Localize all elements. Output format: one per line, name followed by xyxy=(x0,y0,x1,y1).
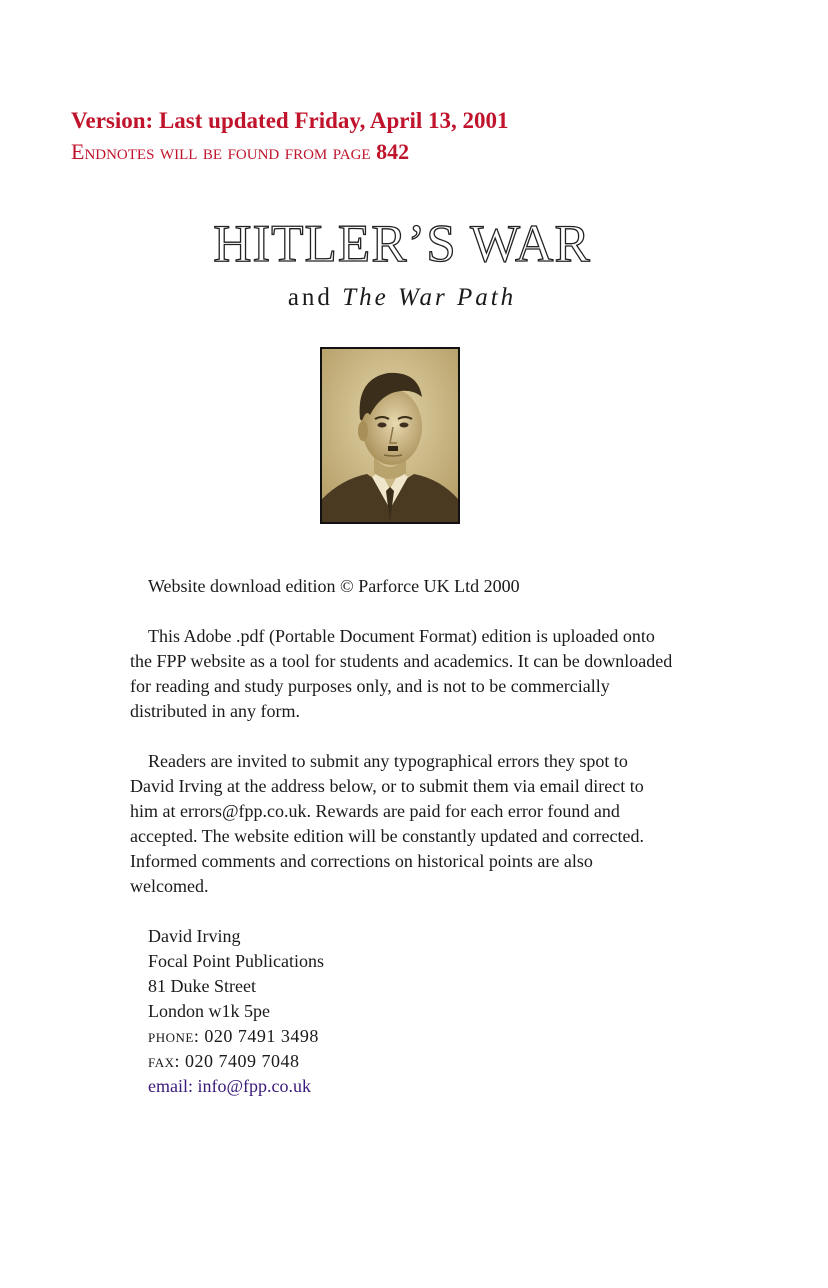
contact-phone: phone: 020 7491 3498 xyxy=(148,1026,319,1046)
pdf-note-text: This Adobe .pdf (Portable Document Format) edition is uploaded onto the FPP website as a tool for students and academics. It can be downloaded for reading and study purposes only, and is not to be commercially distributed in any form. xyxy=(130,626,673,721)
endnotes-page-number: 842 xyxy=(376,139,410,164)
copyright-paragraph xyxy=(130,574,675,599)
contact-email-link[interactable]: email: info@fpp.co.uk xyxy=(148,1076,312,1096)
subtitle-italic: The War Path xyxy=(342,284,517,311)
subtitle-prefix: and xyxy=(287,284,333,311)
portrait-image xyxy=(322,349,458,522)
copyright-text: Website download edition © Parforce UK Ltd 2000 xyxy=(148,576,520,596)
readers-note-paragraph xyxy=(130,749,675,899)
contact-address xyxy=(148,924,324,1099)
author-portrait xyxy=(320,347,460,524)
contact-name: David Irving xyxy=(148,926,241,946)
endnotes-text: Endnotes will be found from page xyxy=(71,139,371,164)
book-subtitle xyxy=(0,284,804,312)
contact-city: London w1k 5pe xyxy=(148,1001,270,1021)
pdf-note-paragraph xyxy=(130,624,675,724)
contact-fax: fax: 020 7409 7048 xyxy=(148,1051,300,1071)
version-line: Version: Last updated Friday, April 13, 2001 xyxy=(71,108,509,133)
endnotes-line xyxy=(71,139,409,165)
contact-street: 81 Duke Street xyxy=(148,976,256,996)
contact-company: Focal Point Publications xyxy=(148,951,325,971)
readers-note-text: Readers are invited to submit any typographical errors they spot to David Irving at the address below, or to submit them via email direct to him at errors@fpp.co.uk. Rewards are paid for each error found and accepted. The website edition will be constantly updated and corrected. Informed comments and corrections on historical points are also welcomed. xyxy=(130,751,644,896)
book-title: HITLER’S WAR xyxy=(213,215,591,273)
